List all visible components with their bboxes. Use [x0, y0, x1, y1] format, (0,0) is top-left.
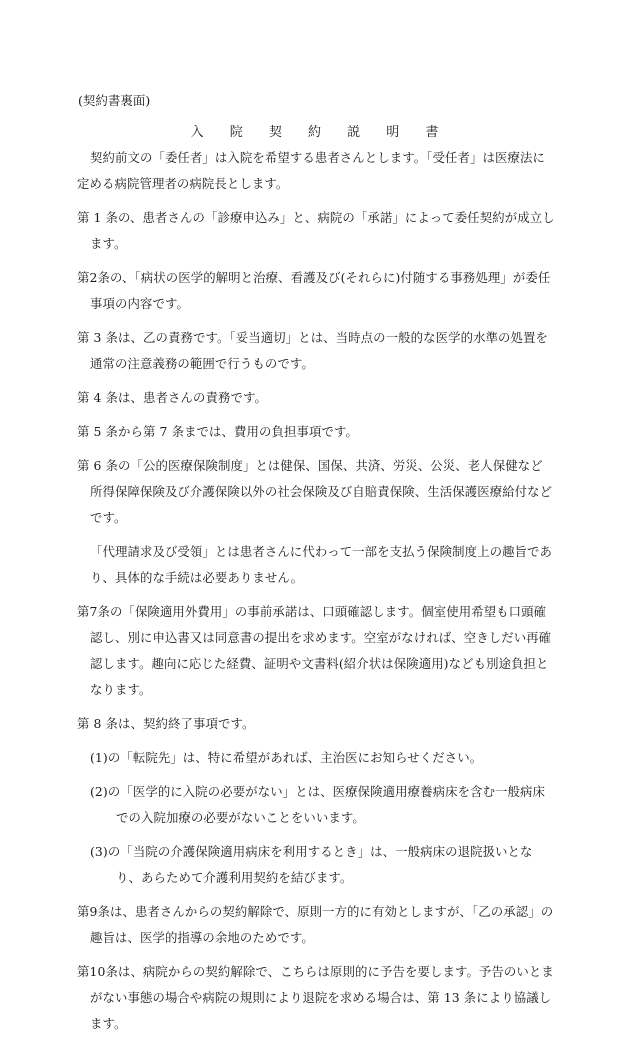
paragraph-proxy-claim: 「代理請求及び受領」とは患者さんに代わって一部を支払う保険制度上の趣旨であり、具体的な手続は必要ありません。 — [90, 544, 553, 585]
paragraph-article-10: 第10条は、病院からの契約解除で、こちらは原則的に予告を要します。予告のいとまがない事態の場合や病院の規則により退院を求める場合は、第 13 条により協議します。 — [77, 964, 554, 1031]
paragraph-article-7: 第7条の「保険適用外費用」の事前承諾は、口頭確認します。個室使用希望も口頭確認し、別に申込書又は同意書の提出を求めます。空室がなければ、空きしだい再確認します。趣向に応じた経費、証明や文書料(紹介状は保険適用)なども別途負担となります。 — [77, 604, 552, 697]
document-header: (契約書裏面) — [78, 93, 151, 108]
paragraph-article-9: 第9条は、患者さんからの契約解除で、原則一方的に有効としますが、「乙の承認」の趣旨は、医学的指導の余地のためです。 — [77, 904, 554, 945]
paragraph-preamble: 契約前文の「委任者」は入院を希望する患者さんとします。「受任者」は医療法に定める病院管理者の病院長とします。 — [77, 150, 545, 191]
paragraph-article-2: 第2条の、「病状の医学的解明と治療、看護及び(それらに)付随する事務処理」が委任事項の内容です。 — [77, 270, 551, 311]
paragraph-article-5-7: 第 5 条から第 7 条までは、費用の負担事項です。 — [77, 424, 358, 439]
document-title: 入 院 契 約 説 明 書 — [190, 125, 450, 140]
paragraph-article-8: 第 8 条は、契約終了事項です。 — [77, 716, 255, 731]
paragraph-article-1: 第 1 条の、患者さんの「診療申込み」と、病院の「承諾」によって委任契約が成立します。 — [77, 210, 555, 251]
paragraph-article-3: 第 3 条は、乙の責務です。「妥当適切」とは、当時点の一般的な医学的水準の処置を通常の注意義務の範囲で行うものです。 — [77, 330, 549, 371]
document-body — [77, 145, 555, 1045]
paragraph-article-8-item-2: (2)の「医学的に入院の必要がない」とは、医療保険適用療養病床を含む一般病床での入院加療の必要がないことをいいます。 — [90, 784, 546, 825]
paragraph-article-8-item-1: (1)の「転院先」は、特に希望があれば、主治医にお知らせください。 — [90, 750, 483, 765]
paragraph-article-6: 第 6 条の「公的医療保険制度」とは健保、国保、共済、労災、公災、老人保健など所得保障保険及び介護保険以外の社会保険及び自賠責保険、生活保護医療給付などです。 — [77, 458, 553, 525]
paragraph-article-4: 第 4 条は、患者さんの責務です。 — [77, 390, 267, 405]
paragraph-article-8-item-3: (3)の「当院の介護保険適用病床を利用するとき」は、一般病床の退院扱いとなり、あらためて介護利用契約を結びます。 — [90, 844, 533, 885]
